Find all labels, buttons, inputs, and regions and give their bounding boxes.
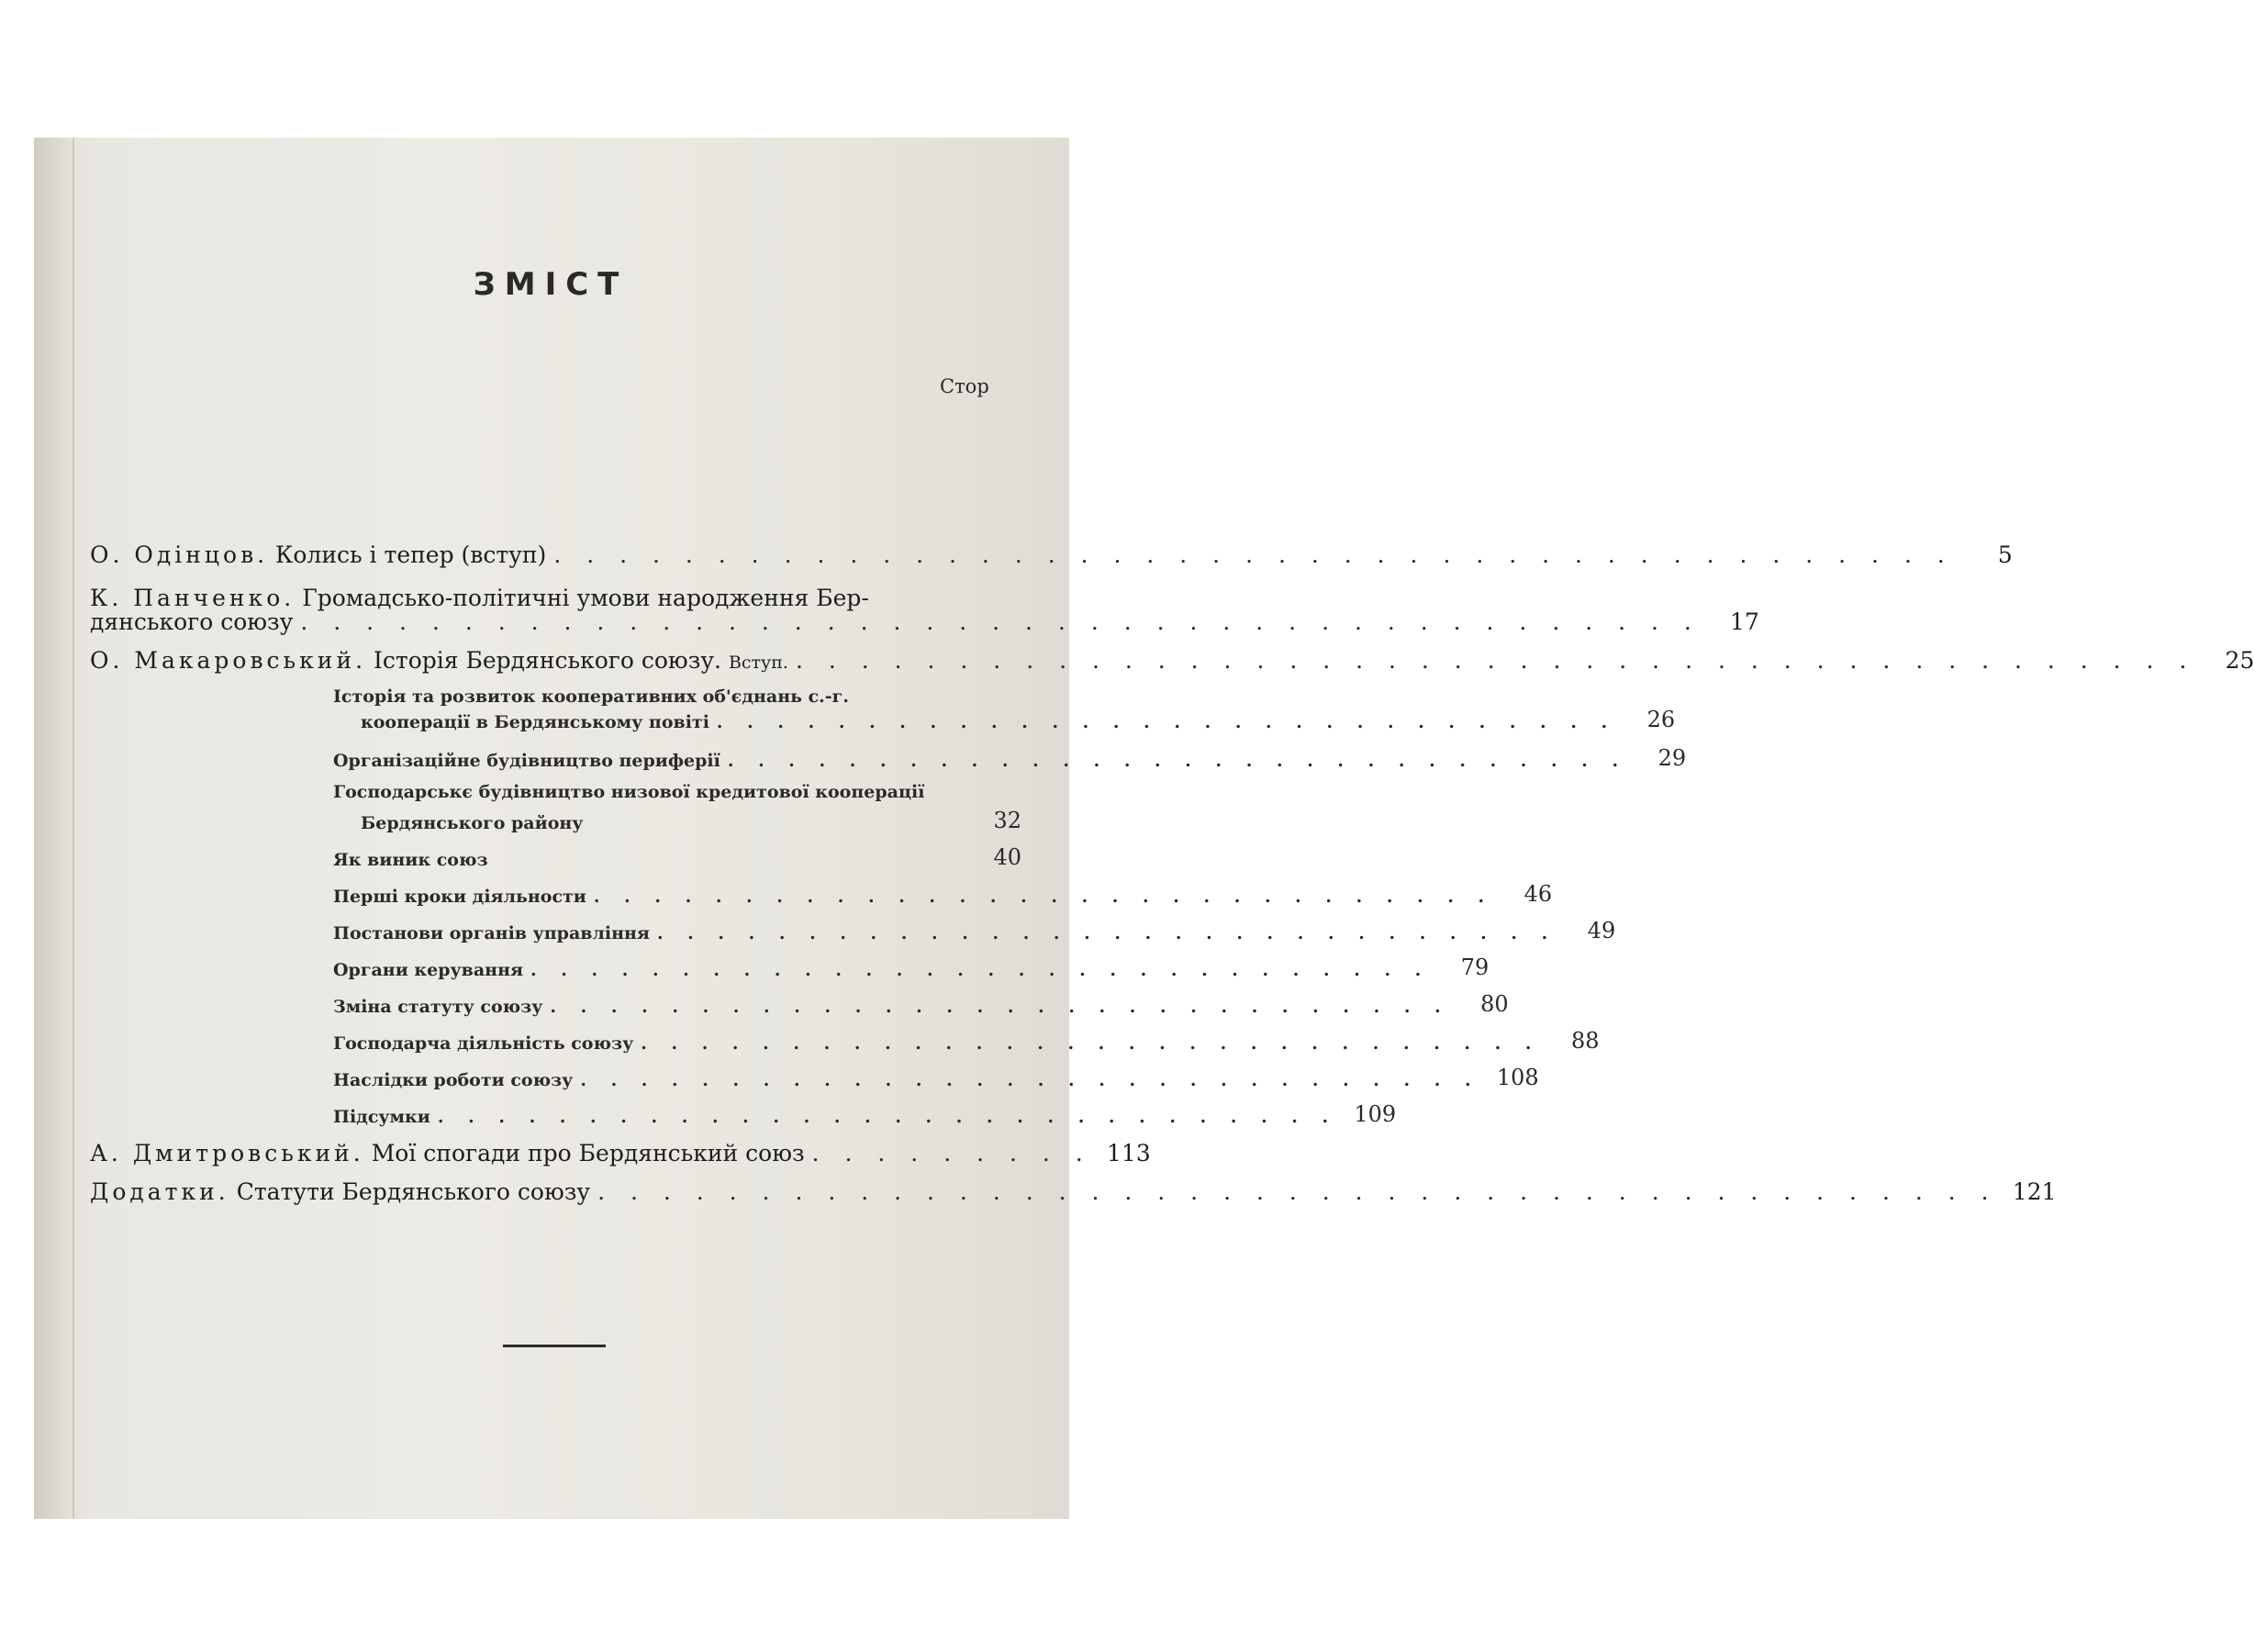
subentry-page-number: 108 [1496, 1065, 1539, 1090]
entry-title: Мої спогади про Бердянський союз [371, 1140, 805, 1166]
entry-page-number: 25 [2225, 647, 2254, 674]
leader-dots: . . . . . . . . . . . . . . . . . . . . . . . . . . . . . . . . . . . . . . . . . . . [597, 1178, 1998, 1205]
subentry-line2: Бердянського району [361, 813, 584, 833]
subentry-title: Наслідки роботи союзу [333, 1070, 574, 1090]
entry-author: А. Дмитровський. [90, 1140, 364, 1166]
toc-entry [90, 1178, 2057, 1205]
subentry-title: Підсумки [333, 1107, 430, 1127]
subentry-page-number: 88 [1570, 1028, 1600, 1054]
subentry-page-number: 29 [1657, 745, 1687, 771]
leader-dots: . . . . . . . . . . . . . . . . . . . . . . . . . . . . . . [593, 887, 1494, 907]
leader-dots: . . . . . . . . . . . . . . . . . . . . . . . . . . . . . . . . . . . . . . . . . . . [795, 647, 2196, 674]
leader-dots: . . . . . . . . . . . . . . . . . . . . . . . . . . . . . . [727, 751, 1628, 771]
toc-subentry [333, 881, 1553, 907]
toc-subentry [333, 844, 1021, 870]
entry-author: О. Макаровський. [90, 647, 367, 674]
page-fold [73, 138, 74, 1519]
entry-author: О. Одінцов. [90, 541, 269, 568]
leader-dots: . . . . . . . . . . . . . . . . . . . . . . . . . . . . . . [530, 960, 1431, 980]
subentry-page-number: 80 [1480, 991, 1509, 1017]
subentry-line: Історія та розвиток кооперативних об'єднань с.-г. [333, 686, 849, 707]
subentry-page-number: 109 [1354, 1101, 1397, 1127]
toc-subentry [333, 1101, 1397, 1127]
entry-title: Статути Бердянського союзу [236, 1178, 591, 1205]
toc-entry-line [90, 585, 1021, 611]
toc-entry [90, 1140, 1151, 1166]
entry-page-number: 17 [1730, 608, 1759, 635]
subentry-page-number: 26 [1646, 707, 1676, 732]
subentry-line: Господарськє будівництво низової кредитової кооперації [333, 782, 925, 802]
toc-subentry [361, 808, 1021, 833]
leader-dots: . . . . . . . . . . . . . . . . . . . . . . . . . . . . . . [656, 923, 1557, 943]
end-rule [503, 1345, 606, 1347]
subentry-line2: кооперації в Бердянському повіті [361, 712, 709, 732]
leader-dots: . . . . . . . . . . . . . . . . . . . . . . . . . . . . . . . . . . . . . . . . . . . [553, 541, 1954, 568]
subentry-title: Організаційне будівництво периферії [333, 751, 720, 771]
entry-title: Колись і тепер (вступ) [275, 541, 547, 568]
subentry-title: Як виник союз [333, 850, 488, 870]
subentry-page-number: 79 [1460, 954, 1490, 980]
entry-author: Додатки. [90, 1178, 229, 1205]
leader-dots: . . . . . . . . . . . . . . . . . . . . . . . . . . . . . . [580, 1070, 1480, 1090]
entry-page-number: 5 [1997, 541, 2013, 568]
leader-dots: . . . . . . . . . . . . . . . . . . . . . . . . . . . . . . [550, 997, 1450, 1017]
leader-dots [590, 813, 963, 833]
leader-dots: . . . . . . . . . . . . . . . . . . . . . . . . . . . . . . [716, 712, 1617, 732]
toc-subentry [333, 918, 1616, 943]
leader-dots: . . . . . . . . . . . . . . . . . . . . . . . . . . . . . . . . . . . . . . . . . . . [300, 608, 1701, 635]
subentry-page-number: 40 [993, 844, 1021, 870]
toc-entry [90, 541, 2013, 568]
toc-entry [90, 608, 1759, 635]
entry-title-line2: дянського союзу [90, 608, 294, 635]
toc-subentry [333, 991, 1509, 1017]
leader-dots: . . . . . . . . . [811, 1140, 1092, 1166]
subentry-title: Зміна статуту союзу [333, 997, 543, 1017]
subentry-page-number: 49 [1587, 918, 1616, 943]
toc-subentry [361, 707, 1676, 732]
subentry-title: Перші кроки діяльности [333, 887, 586, 907]
subentry-page-number: 46 [1523, 881, 1553, 907]
leader-dots [496, 850, 963, 870]
toc-subentry [333, 1065, 1539, 1090]
subentry-title: Постанови органів управління [333, 923, 650, 943]
toc-subentry [333, 1028, 1600, 1054]
page-column-label: Стор [940, 375, 989, 397]
entry-note: Вступ. [728, 653, 788, 673]
leader-dots: . . . . . . . . . . . . . . . . . . . . . . . . . . . . . . [437, 1107, 1338, 1127]
entry-author: К. Панченко. [90, 585, 296, 611]
entry-title-line1: Громадсько-політичні умови народження Бер- [302, 585, 869, 611]
page-gutter [34, 138, 73, 1519]
toc-heading: ЗМІСТ [473, 266, 629, 303]
entry-title: Історія Бердянського союзу. [374, 647, 721, 674]
subentry-title: Господарча діяльність союзу [333, 1033, 634, 1054]
toc-subentry [333, 954, 1490, 980]
subentry-page-number: 32 [993, 808, 1021, 833]
toc-subentry [333, 745, 1687, 771]
toc-entry [90, 647, 2254, 674]
entry-page-number: 121 [2012, 1178, 2057, 1205]
subentry-title: Органи керування [333, 960, 524, 980]
entry-page-number: 113 [1107, 1140, 1151, 1166]
leader-dots: . . . . . . . . . . . . . . . . . . . . . . . . . . . . . . [641, 1033, 1541, 1054]
